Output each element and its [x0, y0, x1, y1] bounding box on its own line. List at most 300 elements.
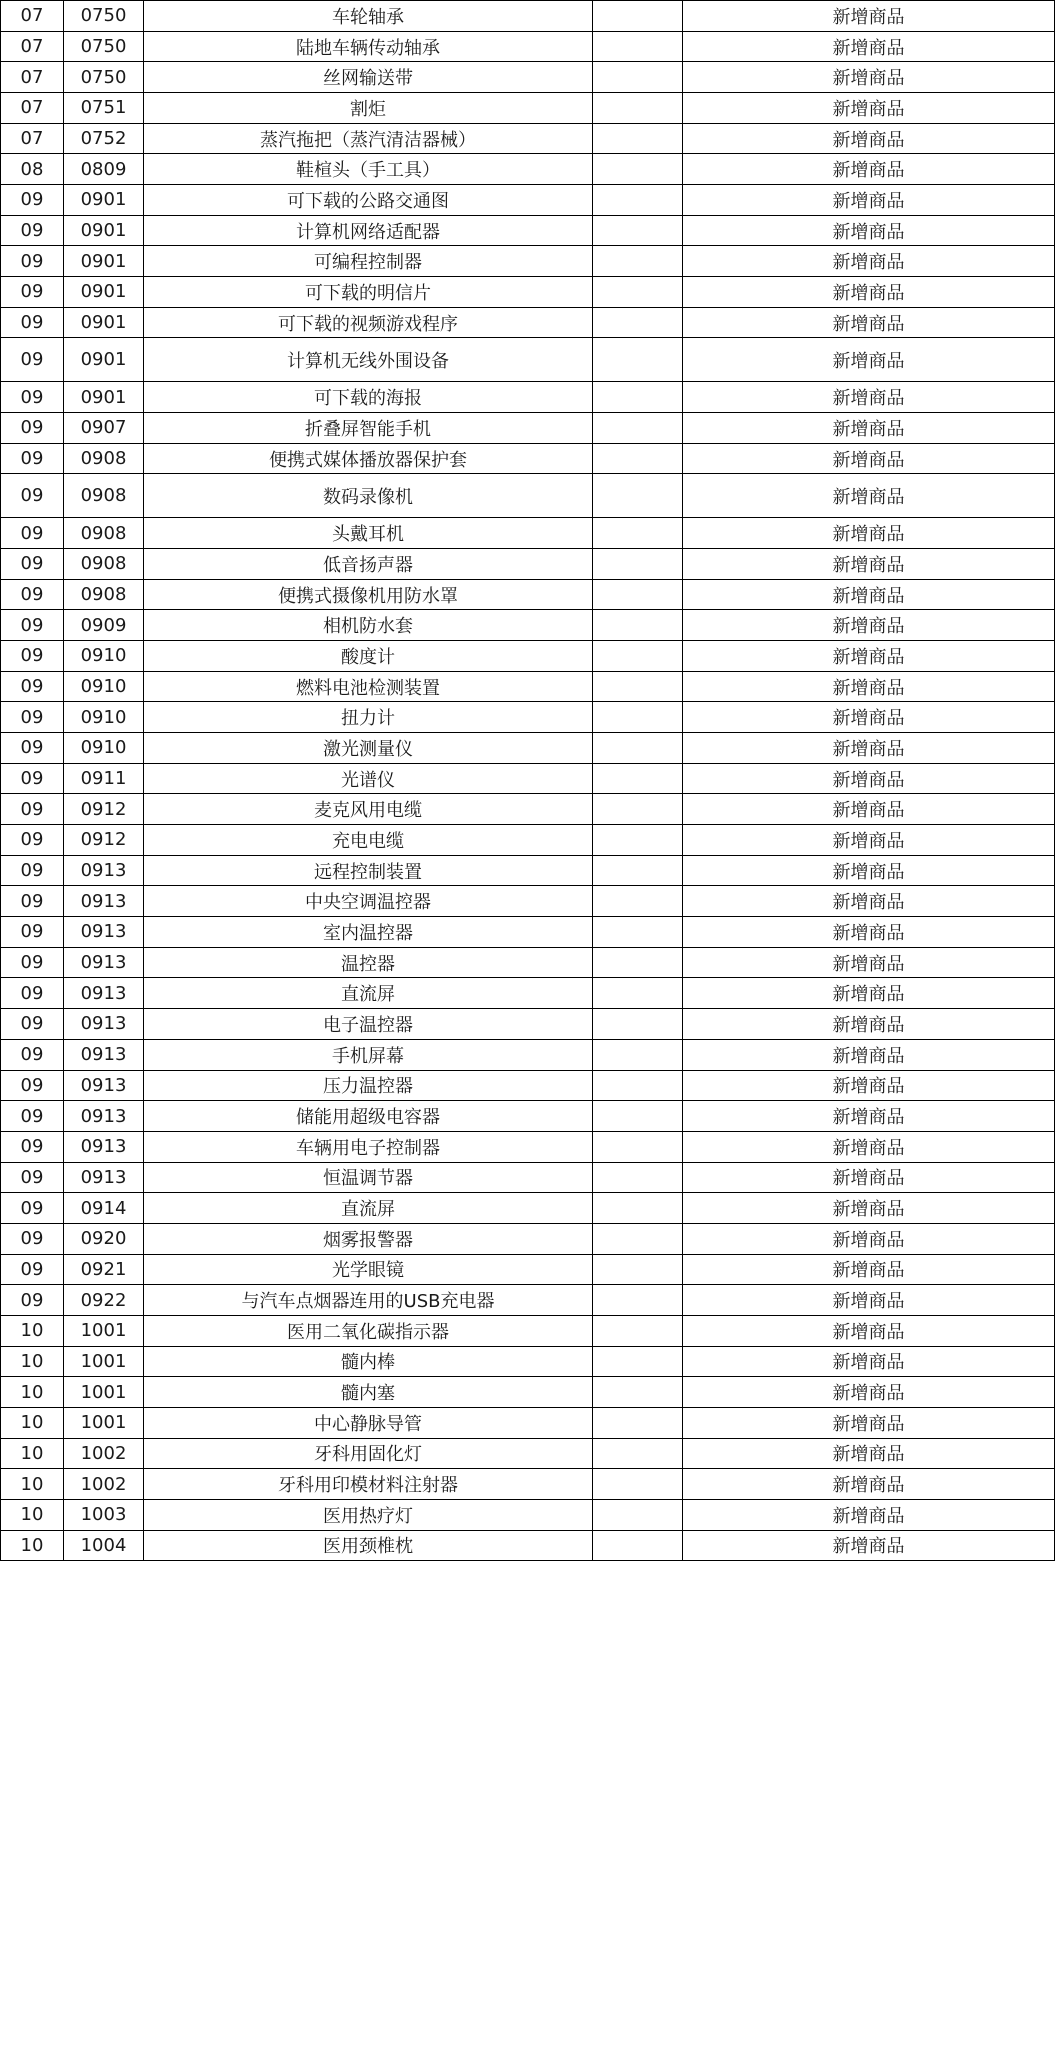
class-number-cell: 07	[1, 123, 64, 154]
class-number-cell: 09	[1, 579, 64, 610]
group-number-cell: 0922	[64, 1285, 144, 1316]
group-number-cell: 0913	[64, 886, 144, 917]
table-row	[1, 549, 1055, 580]
goods-name-cell: 便携式摄像机用防水罩	[144, 579, 593, 610]
table-row	[1, 474, 1055, 518]
class-number-cell: 10	[1, 1469, 64, 1500]
class-number-cell: 07	[1, 93, 64, 124]
group-number-cell: 0913	[64, 978, 144, 1009]
group-number-cell: 0908	[64, 443, 144, 474]
status-cell: 新增商品	[683, 1530, 1055, 1561]
status-cell: 新增商品	[683, 1009, 1055, 1040]
table-row	[1, 1039, 1055, 1070]
status-cell: 新增商品	[683, 549, 1055, 580]
table-row	[1, 1438, 1055, 1469]
status-cell: 新增商品	[683, 886, 1055, 917]
table-row	[1, 1070, 1055, 1101]
status-cell: 新增商品	[683, 62, 1055, 93]
status-cell: 新增商品	[683, 185, 1055, 216]
status-cell: 新增商品	[683, 246, 1055, 277]
class-number-cell: 09	[1, 1070, 64, 1101]
note-cell	[593, 549, 683, 580]
status-cell: 新增商品	[683, 518, 1055, 549]
goods-name-cell: 计算机无线外围设备	[144, 338, 593, 382]
group-number-cell: 0913	[64, 855, 144, 886]
goods-name-cell: 充电电缆	[144, 825, 593, 856]
class-number-cell: 09	[1, 443, 64, 474]
status-cell: 新增商品	[683, 474, 1055, 518]
status-cell: 新增商品	[683, 1377, 1055, 1408]
note-cell	[593, 1499, 683, 1530]
group-number-cell: 0913	[64, 1131, 144, 1162]
table-row	[1, 671, 1055, 702]
class-number-cell: 09	[1, 763, 64, 794]
goods-name-cell: 车轮轴承	[144, 1, 593, 32]
group-number-cell: 0913	[64, 1009, 144, 1040]
note-cell	[593, 382, 683, 413]
goods-name-cell: 扭力计	[144, 702, 593, 733]
class-number-cell: 09	[1, 1039, 64, 1070]
group-number-cell: 0901	[64, 185, 144, 216]
note-cell	[593, 763, 683, 794]
status-cell: 新增商品	[683, 1162, 1055, 1193]
class-number-cell: 09	[1, 215, 64, 246]
table-row	[1, 1285, 1055, 1316]
table-row	[1, 307, 1055, 338]
status-cell: 新增商品	[683, 277, 1055, 308]
status-cell: 新增商品	[683, 31, 1055, 62]
status-cell: 新增商品	[683, 917, 1055, 948]
class-number-cell: 09	[1, 1009, 64, 1040]
class-number-cell: 07	[1, 1, 64, 32]
goods-name-cell: 电子温控器	[144, 1009, 593, 1040]
class-number-cell: 10	[1, 1438, 64, 1469]
table-row	[1, 978, 1055, 1009]
class-number-cell: 10	[1, 1315, 64, 1346]
goods-name-cell: 髓内棒	[144, 1346, 593, 1377]
note-cell	[593, 825, 683, 856]
status-cell: 新增商品	[683, 579, 1055, 610]
note-cell	[593, 1131, 683, 1162]
note-cell	[593, 1162, 683, 1193]
group-number-cell: 0913	[64, 947, 144, 978]
class-number-cell: 09	[1, 307, 64, 338]
note-cell	[593, 1285, 683, 1316]
note-cell	[593, 246, 683, 277]
table-row	[1, 1162, 1055, 1193]
goods-name-cell: 光学眼镜	[144, 1254, 593, 1285]
table-row	[1, 855, 1055, 886]
table-row	[1, 641, 1055, 672]
status-cell: 新增商品	[683, 947, 1055, 978]
note-cell	[593, 31, 683, 62]
goods-name-cell: 低音扬声器	[144, 549, 593, 580]
goods-name-cell: 燃料电池检测装置	[144, 671, 593, 702]
goods-name-cell: 割炬	[144, 93, 593, 124]
group-number-cell: 0751	[64, 93, 144, 124]
status-cell: 新增商品	[683, 1070, 1055, 1101]
note-cell	[593, 579, 683, 610]
table-row	[1, 733, 1055, 764]
table-row	[1, 794, 1055, 825]
goods-name-cell: 恒温调节器	[144, 1162, 593, 1193]
class-number-cell: 09	[1, 1162, 64, 1193]
note-cell	[593, 307, 683, 338]
table-row	[1, 763, 1055, 794]
group-number-cell: 0901	[64, 277, 144, 308]
status-cell: 新增商品	[683, 1285, 1055, 1316]
table-row	[1, 518, 1055, 549]
goods-name-cell: 麦克风用电缆	[144, 794, 593, 825]
class-number-cell: 09	[1, 413, 64, 444]
status-cell: 新增商品	[683, 610, 1055, 641]
group-number-cell: 1003	[64, 1499, 144, 1530]
class-number-cell: 09	[1, 185, 64, 216]
group-number-cell: 0908	[64, 579, 144, 610]
class-number-cell: 09	[1, 855, 64, 886]
table-row	[1, 917, 1055, 948]
table-row	[1, 610, 1055, 641]
goods-name-cell: 医用二氧化碳指示器	[144, 1315, 593, 1346]
table-row	[1, 1407, 1055, 1438]
status-cell: 新增商品	[683, 855, 1055, 886]
group-number-cell: 1001	[64, 1346, 144, 1377]
table-row	[1, 1193, 1055, 1224]
goods-name-cell: 可下载的视频游戏程序	[144, 307, 593, 338]
group-number-cell: 1004	[64, 1530, 144, 1561]
table-row	[1, 1469, 1055, 1500]
table-row	[1, 579, 1055, 610]
class-number-cell: 10	[1, 1346, 64, 1377]
note-cell	[593, 1, 683, 32]
class-number-cell: 10	[1, 1377, 64, 1408]
group-number-cell: 0913	[64, 1101, 144, 1132]
goods-name-cell: 激光测量仪	[144, 733, 593, 764]
status-cell: 新增商品	[683, 338, 1055, 382]
table-row	[1, 246, 1055, 277]
note-cell	[593, 1377, 683, 1408]
status-cell: 新增商品	[683, 1346, 1055, 1377]
group-number-cell: 0809	[64, 154, 144, 185]
goods-name-cell: 折叠屏智能手机	[144, 413, 593, 444]
status-cell: 新增商品	[683, 702, 1055, 733]
group-number-cell: 0914	[64, 1193, 144, 1224]
goods-name-cell: 中心静脉导管	[144, 1407, 593, 1438]
note-cell	[593, 1346, 683, 1377]
note-cell	[593, 215, 683, 246]
status-cell: 新增商品	[683, 1438, 1055, 1469]
goods-name-cell: 与汽车点烟器连用的USB充电器	[144, 1285, 593, 1316]
goods-name-cell: 直流屏	[144, 978, 593, 1009]
table-row	[1, 1499, 1055, 1530]
status-cell: 新增商品	[683, 825, 1055, 856]
group-number-cell: 0750	[64, 31, 144, 62]
group-number-cell: 0908	[64, 474, 144, 518]
status-cell: 新增商品	[683, 1254, 1055, 1285]
table-row	[1, 382, 1055, 413]
table-row	[1, 702, 1055, 733]
table-row	[1, 1101, 1055, 1132]
group-number-cell: 1002	[64, 1438, 144, 1469]
class-number-cell: 09	[1, 947, 64, 978]
note-cell	[593, 917, 683, 948]
status-cell: 新增商品	[683, 1193, 1055, 1224]
note-cell	[593, 474, 683, 518]
status-cell: 新增商品	[683, 443, 1055, 474]
note-cell	[593, 855, 683, 886]
status-cell: 新增商品	[683, 1101, 1055, 1132]
table-row	[1, 1377, 1055, 1408]
table-row	[1, 185, 1055, 216]
class-number-cell: 09	[1, 886, 64, 917]
note-cell	[593, 733, 683, 764]
class-number-cell: 09	[1, 825, 64, 856]
class-number-cell: 09	[1, 474, 64, 518]
goods-name-cell: 酸度计	[144, 641, 593, 672]
goods-name-cell: 相机防水套	[144, 610, 593, 641]
goods-name-cell: 室内温控器	[144, 917, 593, 948]
group-number-cell: 0901	[64, 215, 144, 246]
group-number-cell: 0912	[64, 825, 144, 856]
goods-name-cell: 蒸汽拖把（蒸汽清洁器械）	[144, 123, 593, 154]
goods-name-cell: 鞋楦头（手工具）	[144, 154, 593, 185]
class-number-cell: 10	[1, 1499, 64, 1530]
status-cell: 新增商品	[683, 382, 1055, 413]
class-number-cell: 10	[1, 1530, 64, 1561]
group-number-cell: 0909	[64, 610, 144, 641]
table-row	[1, 1530, 1055, 1561]
goods-name-cell: 车辆用电子控制器	[144, 1131, 593, 1162]
table-row	[1, 825, 1055, 856]
group-number-cell: 0750	[64, 62, 144, 93]
group-number-cell: 0920	[64, 1223, 144, 1254]
note-cell	[593, 1070, 683, 1101]
class-number-cell: 09	[1, 1193, 64, 1224]
table-row	[1, 1315, 1055, 1346]
group-number-cell: 0913	[64, 1070, 144, 1101]
note-cell	[593, 93, 683, 124]
note-cell	[593, 886, 683, 917]
goods-name-cell: 温控器	[144, 947, 593, 978]
goods-name-cell: 可编程控制器	[144, 246, 593, 277]
status-cell: 新增商品	[683, 978, 1055, 1009]
status-cell: 新增商品	[683, 413, 1055, 444]
goods-name-cell: 烟雾报警器	[144, 1223, 593, 1254]
status-cell: 新增商品	[683, 215, 1055, 246]
class-number-cell: 09	[1, 1223, 64, 1254]
group-number-cell: 0908	[64, 549, 144, 580]
group-number-cell: 0913	[64, 1039, 144, 1070]
class-number-cell: 09	[1, 1254, 64, 1285]
class-number-cell: 09	[1, 641, 64, 672]
goods-name-cell: 直流屏	[144, 1193, 593, 1224]
goods-name-cell: 髓内塞	[144, 1377, 593, 1408]
class-number-cell: 07	[1, 62, 64, 93]
note-cell	[593, 338, 683, 382]
group-number-cell: 0910	[64, 733, 144, 764]
goods-name-cell: 远程控制装置	[144, 855, 593, 886]
table-row	[1, 62, 1055, 93]
note-cell	[593, 1254, 683, 1285]
group-number-cell: 0913	[64, 917, 144, 948]
group-number-cell: 0910	[64, 641, 144, 672]
group-number-cell: 0910	[64, 702, 144, 733]
note-cell	[593, 1530, 683, 1561]
note-cell	[593, 277, 683, 308]
table-row	[1, 31, 1055, 62]
table-row	[1, 1223, 1055, 1254]
note-cell	[593, 1469, 683, 1500]
table-row	[1, 1346, 1055, 1377]
status-cell: 新增商品	[683, 1315, 1055, 1346]
group-number-cell: 0913	[64, 1162, 144, 1193]
note-cell	[593, 413, 683, 444]
group-number-cell: 0901	[64, 382, 144, 413]
status-cell: 新增商品	[683, 733, 1055, 764]
class-number-cell: 09	[1, 518, 64, 549]
status-cell: 新增商品	[683, 1039, 1055, 1070]
goods-name-cell: 牙科用固化灯	[144, 1438, 593, 1469]
goods-name-cell: 医用热疗灯	[144, 1499, 593, 1530]
note-cell	[593, 1193, 683, 1224]
goods-name-cell: 可下载的公路交通图	[144, 185, 593, 216]
group-number-cell: 0911	[64, 763, 144, 794]
table-row	[1, 886, 1055, 917]
group-number-cell: 0912	[64, 794, 144, 825]
group-number-cell: 0921	[64, 1254, 144, 1285]
goods-name-cell: 可下载的明信片	[144, 277, 593, 308]
group-number-cell: 0901	[64, 338, 144, 382]
note-cell	[593, 794, 683, 825]
note-cell	[593, 1223, 683, 1254]
table-row	[1, 1, 1055, 32]
goods-name-cell: 储能用超级电容器	[144, 1101, 593, 1132]
class-number-cell: 09	[1, 246, 64, 277]
group-number-cell: 0908	[64, 518, 144, 549]
group-number-cell: 0910	[64, 671, 144, 702]
class-number-cell: 09	[1, 733, 64, 764]
goods-name-cell: 头戴耳机	[144, 518, 593, 549]
goods-name-cell: 压力温控器	[144, 1070, 593, 1101]
status-cell: 新增商品	[683, 794, 1055, 825]
table-row	[1, 1254, 1055, 1285]
group-number-cell: 1002	[64, 1469, 144, 1500]
table-row	[1, 277, 1055, 308]
goods-name-cell: 计算机网络适配器	[144, 215, 593, 246]
note-cell	[593, 947, 683, 978]
class-number-cell: 09	[1, 338, 64, 382]
group-number-cell: 0750	[64, 1, 144, 32]
group-number-cell: 1001	[64, 1377, 144, 1408]
note-cell	[593, 702, 683, 733]
table-row	[1, 123, 1055, 154]
table-row	[1, 413, 1055, 444]
group-number-cell: 1001	[64, 1407, 144, 1438]
status-cell: 新增商品	[683, 1, 1055, 32]
note-cell	[593, 1438, 683, 1469]
note-cell	[593, 443, 683, 474]
class-number-cell: 09	[1, 794, 64, 825]
note-cell	[593, 978, 683, 1009]
goods-name-cell: 丝网输送带	[144, 62, 593, 93]
status-cell: 新增商品	[683, 671, 1055, 702]
class-number-cell: 09	[1, 1285, 64, 1316]
table-row	[1, 1131, 1055, 1162]
status-cell: 新增商品	[683, 307, 1055, 338]
note-cell	[593, 123, 683, 154]
class-number-cell: 09	[1, 382, 64, 413]
status-cell: 新增商品	[683, 1499, 1055, 1530]
note-cell	[593, 671, 683, 702]
note-cell	[593, 1009, 683, 1040]
table-row	[1, 154, 1055, 185]
class-number-cell: 09	[1, 610, 64, 641]
class-number-cell: 08	[1, 154, 64, 185]
class-number-cell: 09	[1, 917, 64, 948]
status-cell: 新增商品	[683, 641, 1055, 672]
status-cell: 新增商品	[683, 1407, 1055, 1438]
note-cell	[593, 1039, 683, 1070]
goods-name-cell: 便携式媒体播放器保护套	[144, 443, 593, 474]
group-number-cell: 0901	[64, 246, 144, 277]
note-cell	[593, 62, 683, 93]
class-number-cell: 09	[1, 1131, 64, 1162]
group-number-cell: 0907	[64, 413, 144, 444]
note-cell	[593, 1315, 683, 1346]
table-row	[1, 947, 1055, 978]
note-cell	[593, 154, 683, 185]
class-number-cell: 09	[1, 1101, 64, 1132]
class-number-cell: 09	[1, 702, 64, 733]
goods-name-cell: 陆地车辆传动轴承	[144, 31, 593, 62]
class-number-cell: 07	[1, 31, 64, 62]
note-cell	[593, 518, 683, 549]
table-row	[1, 443, 1055, 474]
status-cell: 新增商品	[683, 154, 1055, 185]
note-cell	[593, 185, 683, 216]
table-row	[1, 215, 1055, 246]
goods-name-cell: 中央空调温控器	[144, 886, 593, 917]
goods-name-cell: 光谱仪	[144, 763, 593, 794]
group-number-cell: 1001	[64, 1315, 144, 1346]
goods-name-cell: 手机屏幕	[144, 1039, 593, 1070]
class-number-cell: 10	[1, 1407, 64, 1438]
group-number-cell: 0752	[64, 123, 144, 154]
status-cell: 新增商品	[683, 1223, 1055, 1254]
note-cell	[593, 1101, 683, 1132]
table-row	[1, 1009, 1055, 1040]
status-cell: 新增商品	[683, 1131, 1055, 1162]
goods-name-cell: 数码录像机	[144, 474, 593, 518]
class-number-cell: 09	[1, 277, 64, 308]
class-number-cell: 09	[1, 978, 64, 1009]
status-cell: 新增商品	[683, 763, 1055, 794]
goods-name-cell: 医用颈椎枕	[144, 1530, 593, 1561]
note-cell	[593, 610, 683, 641]
goods-name-cell: 可下载的海报	[144, 382, 593, 413]
status-cell: 新增商品	[683, 1469, 1055, 1500]
class-number-cell: 09	[1, 671, 64, 702]
goods-name-cell: 牙科用印模材料注射器	[144, 1469, 593, 1500]
status-cell: 新增商品	[683, 93, 1055, 124]
group-number-cell: 0901	[64, 307, 144, 338]
status-cell: 新增商品	[683, 123, 1055, 154]
table-row	[1, 93, 1055, 124]
note-cell	[593, 1407, 683, 1438]
table-row	[1, 338, 1055, 382]
class-number-cell: 09	[1, 549, 64, 580]
goods-table-body	[1, 1, 1055, 1561]
